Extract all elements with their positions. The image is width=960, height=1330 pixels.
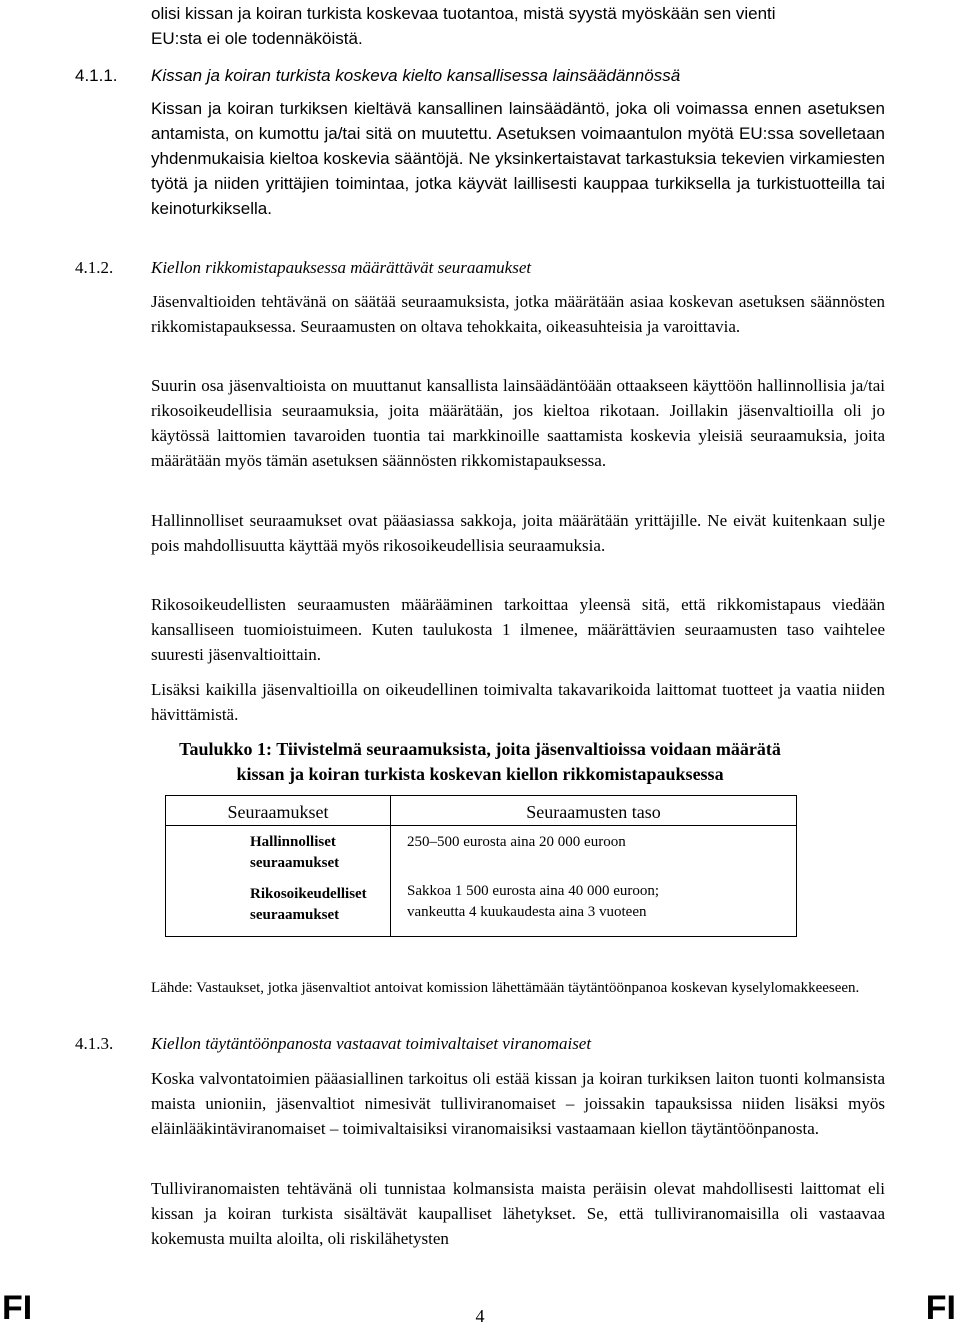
intro-line-2: EU:sta ei ole todennäköistä. [151,29,363,48]
sanction-level: 250–500 eurosta aina 20 000 euroon [407,834,626,850]
table-caption [100,737,860,787]
table-caption-line-2: kissan ja koiran turkista koskevan kiellon rikkomistapauksessa [236,764,724,784]
table-row [166,826,797,937]
table-cell-types [166,826,391,937]
page-number: 4 [475,1306,485,1326]
row-label-wrapper [166,884,390,936]
section-412-paragraph-5: Lisäksi kaikilla jäsenvaltioilla on oikeudellinen toimivalta takavarikoida laittomat tuotteet ja vaatia niiden hävittämistä. [151,680,885,724]
section-413-paragraph-2: Tulliviranomaisten tehtävänä oli tunnistaa kolmansista maista peräisin olevat mahdollisesti laittomat eli kissan ja koiran turkista sisältävät kaupalliset lähetykset. Se, että tulliviranomaisilla oli vastaavaa kokemusta muilta aloilta, oli riskilähetysten [151,1179,885,1248]
sanction-level: vankeutta 4 kuukaudesta aina 3 vuoteen [407,904,647,920]
table-header-row [166,796,797,826]
section-number: 4.1.1. [75,66,118,85]
footer-language-code-left: FI [2,1289,33,1327]
footer-language-code-right: FI [925,1289,956,1327]
table-source-note: Lähde: Vastaukset, jotka jäsenvaltiot antoivat komission lähettämään täytäntöönpanoa koskevan kyselylomakkeeseen. [151,980,860,996]
sanction-type: Hallinnolliset seuraamukset [250,834,340,871]
sanctions-table [165,795,797,937]
section-number: 4.1.2. [75,258,114,277]
section-title: Kissan ja koiran turkista koskeva kielto kansallisessa lainsäädännössä [151,66,681,85]
section-412-paragraph-3: Hallinnolliset seuraamukset ovat pääasiassa sakkoja, joita määrätään yrittäjille. Ne eivät kuitenkaan sulje pois mahdollisuutta käyttää myös rikosoikeudellisia seuraamuksia. [151,511,885,555]
section-412-paragraph-2: Suurin osa jäsenvaltioista on muuttanut kansallista lainsäädäntöään ottaakseen käyttöön hallinnollisia ja/tai rikosoikeudellisia seuraamuksia, joita määrätään, jos kieltoa rikotaan. Joillakin jäsenvaltioilla oli jo käytössä laittomien tavaroiden tuontia tai markkinoille saattamista koskevia yleisiä seuraamuksia, joita määrätään myös tämän asetuksen säännösten rikkomistapauksessa. [151,376,885,470]
sanction-type: Rikosoikeudelliset seuraamukset [250,886,367,923]
intro-line-1: olisi kissan ja koiran turkista koskevaa tuotantoa, mistä syystä myöskään sen vienti [151,4,776,23]
section-412-paragraph-4: Rikosoikeudellisten seuraamusten määrääminen tarkoittaa yleensä sitä, että rikkomistapaus viedään kansalliseen tuomioistuimeen. Kuten taulukosta 1 ilmenee, määrättävien seuraamusten taso vaihtelee suuresti jäsenvaltioittain. [151,595,885,664]
table-header-cell: Seuraamusten taso [391,796,797,826]
table-cell-levels [391,826,797,937]
table-header-cell: Seuraamukset [166,796,391,826]
row-label-wrapper [166,832,390,884]
section-title: Kiellon täytäntöönpanosta vastaavat toimivaltaiset viranomaiset [151,1034,592,1053]
section-title: Kiellon rikkomistapauksessa määrättävät seuraamukset [151,258,532,277]
intro-paragraph [151,1,885,51]
table-caption-line-1: Taulukko 1: Tiivistelmä seuraamuksista, joita jäsenvaltioissa voidaan määrätä [179,739,781,759]
section-411-paragraph: Kissan ja koiran turkiksen kieltävä kansallinen lainsäädäntö, joka oli voimassa ennen asetuksen antamista, on kumottu ja/tai sitä on muutettu. Asetuksen voimaantulon myötä EU:ssa sovelletaan yhdenmukaisia kieltoa koskevia sääntöjä. Ne yksinkertaistavat tarkastuksia tekevien virkamiesten työtä ja niiden yrittäjien toimintaa, jotka käyvät laillisesti kauppaa turkiksella ja turkistuotteilla tai keinoturkiksella. [151,99,885,218]
section-number: 4.1.3. [75,1034,114,1053]
section-413-paragraph-1: Koska valvontatoimien pääasiallinen tarkoitus oli estää kissan ja koiran turkiksen laiton tuonti kolmansista maista unioniin, jäsenvaltiot nimesivät tulliviranomaiset – joissakin tapauksissa niiden lisäksi myös eläinlääkintäviranomaiset – toimivaltaisiksi viranomaisiksi vastaamaan kiellon täytäntöönpanosta. [151,1069,885,1138]
section-412-paragraph-1: Jäsenvaltioiden tehtävänä on säätää seuraamuksista, jotka määrätään asiaa koskevan asetuksen säännösten rikkomistapauksessa. Seuraamusten on oltava tehokkaita, oikeasuhteisia ja varoittavia. [151,292,885,336]
sanction-level: Sakkoa 1 500 eurosta aina 40 000 euroon; [407,883,660,899]
